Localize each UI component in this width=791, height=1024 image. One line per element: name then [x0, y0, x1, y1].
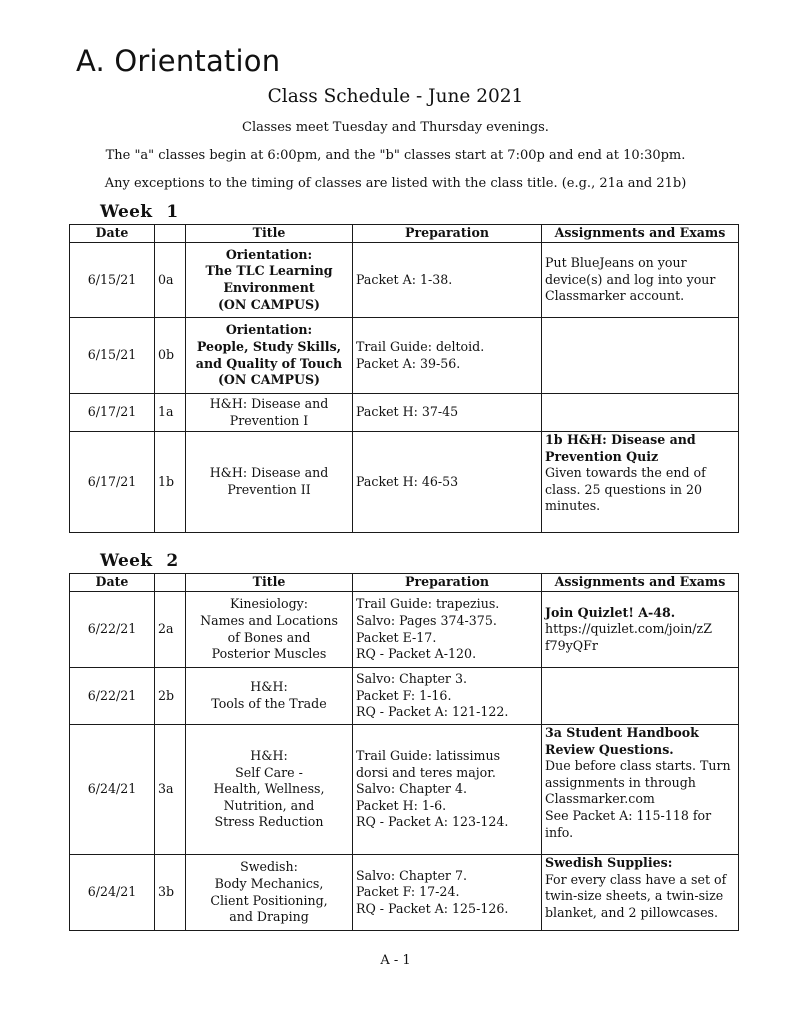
- date-cell: 6/15/21: [70, 243, 155, 318]
- title-line: Body Mechanics,: [214, 875, 324, 891]
- title-line: Stress Reduction: [214, 814, 324, 830]
- preparation-line: Packet H: 46-53: [356, 473, 459, 489]
- assignment-heading: 3a Student Handbook: [545, 725, 699, 740]
- schedule-table: [69, 224, 739, 533]
- assignment-line: device(s) and log into your: [545, 271, 716, 287]
- title-line: Tools of the Trade: [211, 696, 327, 711]
- preparation-line: RQ - Packet A: 121-122.: [356, 704, 509, 720]
- assignment-line: class. 25 questions in 20: [545, 481, 703, 497]
- preparation-line: Trail Guide: trapezius.: [356, 596, 500, 612]
- header-assignments: Assignments and Exams: [542, 225, 739, 243]
- header-preparation: Preparation: [353, 225, 542, 243]
- table-row: [70, 394, 739, 432]
- class-code-cell: 1b: [155, 432, 186, 533]
- title-line: Health, Wellness,: [213, 781, 325, 797]
- title-cell: [186, 243, 353, 318]
- title-line: Orientation:: [225, 322, 313, 338]
- preparation-line: Packet H: 37-45: [356, 404, 459, 420]
- preparation-line: RQ - Packet A: 125-126.: [356, 900, 509, 916]
- week-heading: [100, 551, 178, 571]
- assignment-line: assignments in through: [545, 774, 696, 790]
- date-cell: 6/24/21: [70, 855, 155, 931]
- title-line: Prevention I: [229, 412, 309, 428]
- header-title: Title: [186, 574, 353, 592]
- assignment-cell: [542, 432, 739, 533]
- preparation-cell: [353, 243, 542, 318]
- assignment-line: Due before class starts. Turn: [545, 758, 731, 774]
- class-code-cell: 0a: [155, 243, 186, 318]
- title-line: Names and Locations: [200, 612, 338, 628]
- preparation-line: dorsi and teres major.: [356, 764, 496, 780]
- title-cell: [186, 855, 353, 931]
- preparation-line: Salvo: Chapter 3.: [356, 671, 467, 687]
- date-cell: 6/17/21: [70, 394, 155, 432]
- title-line: H&H: Disease and: [209, 395, 329, 411]
- header-title: Title: [186, 225, 353, 243]
- date-cell: 6/24/21: [70, 725, 155, 855]
- title-line: H&H: Disease and: [209, 465, 329, 481]
- page-number: A - 1: [380, 953, 411, 968]
- assignment-line: blanket, and 2 pillowcases.: [545, 904, 719, 920]
- preparation-line: Packet F: 1-16.: [356, 687, 452, 703]
- week-number: 2: [166, 551, 179, 571]
- preparation-line: Trail Guide: latissimus: [356, 748, 501, 764]
- assignment-line: https://quizlet.com/join/zZ: [545, 621, 712, 637]
- preparation-line: RQ - Packet A: 123-124.: [356, 814, 509, 830]
- intro-line: The "a" classes begin at 6:00pm, and the "b" classes start at 7:00p and end at 10:30pm.: [105, 148, 686, 163]
- preparation-line: Packet H: 1-6.: [356, 797, 447, 813]
- assignment-cell: [542, 318, 739, 394]
- header-date: Date: [70, 225, 155, 243]
- assignment-cell: [542, 725, 739, 855]
- class-code-cell: 1a: [155, 394, 186, 432]
- title-line: and Draping: [229, 909, 309, 925]
- date-cell: 6/17/21: [70, 432, 155, 533]
- week-label: Week: [100, 202, 153, 222]
- preparation-line: Packet A: 39-56.: [356, 355, 461, 371]
- assignment-heading: 1b H&H: Disease and: [545, 432, 696, 447]
- assignment-heading: Prevention Quiz: [545, 448, 659, 464]
- preparation-cell: [353, 855, 542, 931]
- assignment-line: f79yQFr: [545, 637, 598, 653]
- title-line: Swedish:: [240, 859, 298, 875]
- assignment-line: twin-size sheets, a twin-size: [545, 888, 724, 904]
- assignment-line: Put BlueJeans on your: [545, 255, 687, 271]
- preparation-line: Trail Guide: deltoid.: [356, 338, 485, 354]
- header-code: [155, 574, 186, 592]
- title-line: Self Care -: [235, 764, 303, 780]
- table-row: [70, 668, 739, 725]
- header-assignments: Assignments and Exams: [542, 574, 739, 592]
- title-cell: [186, 394, 353, 432]
- title-line: and Quality of Touch: [195, 355, 343, 371]
- intro-line: Classes meet Tuesday and Thursday evenings.: [242, 120, 549, 135]
- schedule-title: Class Schedule - June 2021: [267, 86, 524, 107]
- title-line: of Bones and: [227, 629, 311, 645]
- preparation-cell: [353, 318, 542, 394]
- preparation-line: Packet A: 1-38.: [356, 271, 453, 287]
- assignment-heading: Review Questions.: [545, 741, 674, 757]
- week-heading: [100, 202, 178, 222]
- title-cell: [186, 668, 353, 725]
- title-cell: [186, 432, 353, 533]
- intro-line: Any exceptions to the timing of classes are listed with the class title. (e.g., 21a and 21b): [104, 176, 687, 191]
- preparation-cell: [353, 592, 542, 668]
- preparation-line: Salvo: Pages 374-375.: [356, 612, 497, 628]
- preparation-line: Packet F: 17-24.: [356, 884, 460, 900]
- preparation-cell: [353, 668, 542, 725]
- date-cell: 6/22/21: [70, 592, 155, 668]
- preparation-line: RQ - Packet A-120.: [356, 646, 477, 662]
- title-cell: [186, 592, 353, 668]
- title-line: Environment: [223, 280, 315, 295]
- week-label: Week: [100, 551, 153, 571]
- date-cell: 6/22/21: [70, 668, 155, 725]
- header-preparation: Preparation: [353, 574, 542, 592]
- title-cell: [186, 725, 353, 855]
- title-line: Posterior Muscles: [211, 646, 327, 662]
- class-code-cell: 2b: [155, 668, 186, 725]
- table-row: [70, 855, 739, 931]
- assignment-cell: [542, 855, 739, 931]
- preparation-cell: [353, 394, 542, 432]
- table-row: [70, 318, 739, 394]
- section-title: A. Orientation: [76, 44, 281, 78]
- title-line: Prevention II: [227, 482, 311, 497]
- assignment-cell: [542, 394, 739, 432]
- assignment-cell: [542, 243, 739, 318]
- assignment-cell: [542, 592, 739, 668]
- assignment-heading: Swedish Supplies:: [545, 855, 673, 870]
- assignment-line: minutes.: [545, 498, 601, 514]
- title-line: (ON CAMPUS): [217, 372, 321, 388]
- table-body: [70, 592, 739, 931]
- title-line: H&H:: [250, 748, 288, 764]
- preparation-line: Salvo: Chapter 4.: [356, 781, 467, 797]
- table-row: [70, 243, 739, 318]
- assignment-line: info.: [545, 824, 574, 840]
- assignment-line: Classmarker account.: [545, 288, 685, 304]
- header-date: Date: [70, 574, 155, 592]
- table-header-row: [70, 574, 739, 592]
- title-line: Kinesiology:: [229, 596, 309, 612]
- date-cell: 6/15/21: [70, 318, 155, 394]
- class-code-cell: 3a: [155, 725, 186, 855]
- assignment-cell: [542, 668, 739, 725]
- assignment-line: For every class have a set of: [545, 871, 727, 887]
- assignment-line: Given towards the end of: [545, 465, 706, 481]
- title-line: H&H:: [250, 679, 288, 695]
- class-code-cell: 0b: [155, 318, 186, 394]
- preparation-line: Packet E-17.: [356, 629, 437, 645]
- title-line: (ON CAMPUS): [217, 296, 321, 312]
- schedule-table: [69, 573, 739, 931]
- week-number: 1: [166, 202, 179, 222]
- title-cell: [186, 318, 353, 394]
- table-header-row: [70, 225, 739, 243]
- assignment-line: See Packet A: 115-118 for: [545, 807, 712, 823]
- table-row: [70, 432, 739, 533]
- header-code: [155, 225, 186, 243]
- table-body: [70, 243, 739, 533]
- title-line: The TLC Learning: [205, 263, 333, 279]
- assignment-line: Classmarker.com: [545, 791, 655, 807]
- preparation-cell: [353, 725, 542, 855]
- title-line: Client Positioning,: [210, 892, 328, 908]
- preparation-cell: [353, 432, 542, 533]
- table-row: [70, 592, 739, 668]
- assignment-heading: Join Quizlet! A-48.: [545, 604, 676, 620]
- class-code-cell: 3b: [155, 855, 186, 931]
- title-line: Orientation:: [225, 246, 313, 262]
- title-line: Nutrition, and: [223, 797, 315, 813]
- class-code-cell: 2a: [155, 592, 186, 668]
- preparation-line: Salvo: Chapter 7.: [356, 867, 467, 883]
- title-line: People, Study Skills,: [196, 338, 342, 354]
- table-row: [70, 725, 739, 855]
